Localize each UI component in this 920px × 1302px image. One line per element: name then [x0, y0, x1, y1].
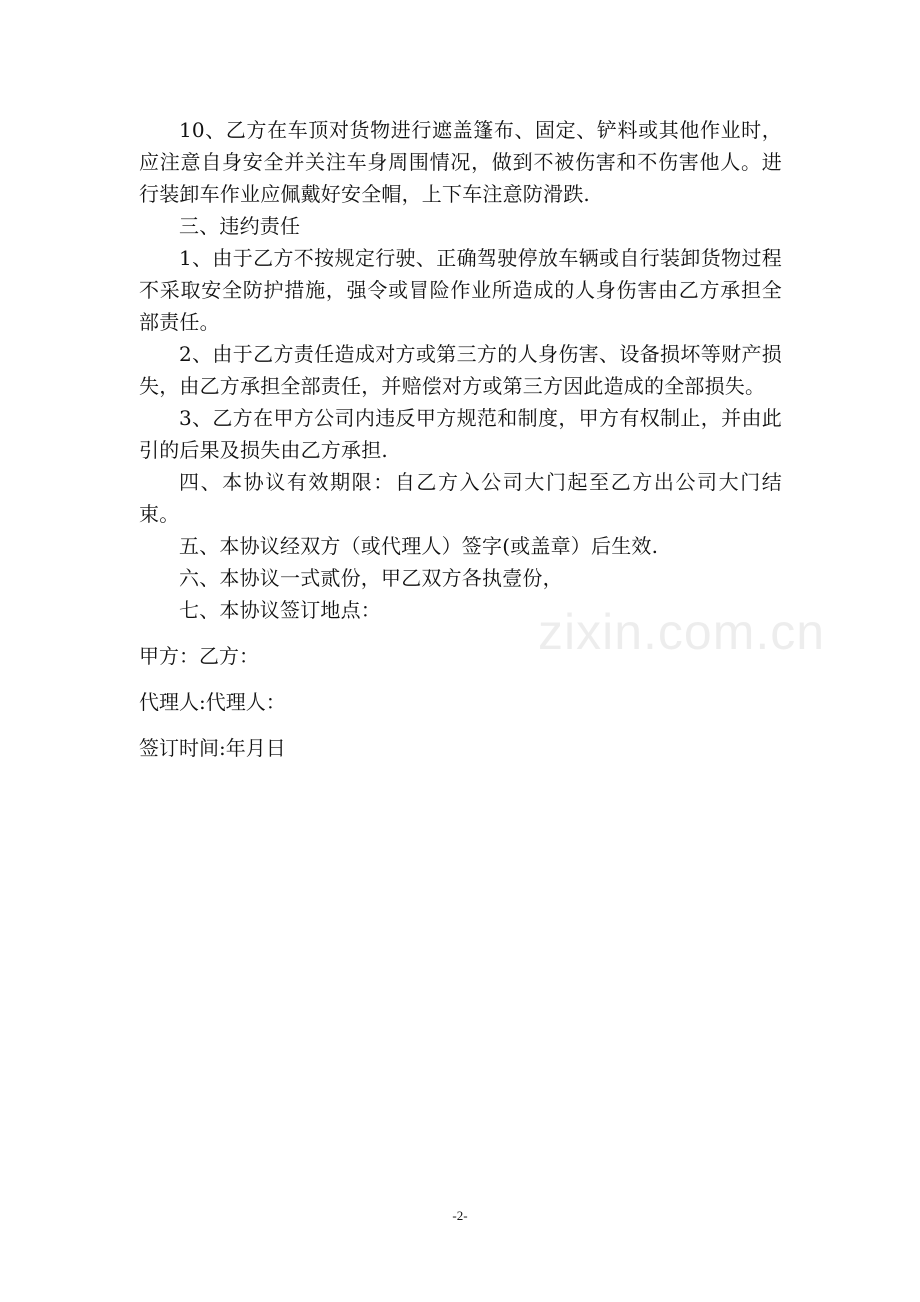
liability-clause-1: 1、由于乙方不按规定行驶、正确驾驶停放车辆或自行装卸货物过程不采取安全防护措施，强令或冒险作业所造成的人身伤害由乙方承担全部责任。 [139, 246, 782, 334]
liability-clause-2: 2、由于乙方责任造成对方或第三方的人身伤害、设备损坏等财产损失，由乙方承担全部责任，并赔偿对方或第三方因此造成的全部损失。 [139, 342, 782, 398]
section-signing-location: 七、本协议签订地点： [179, 598, 381, 622]
liability-clause-3: 3、乙方在甲方公司内违反甲方规范和制度，甲方有权制止，并由此引的后果及损失由乙方承担. [139, 406, 782, 462]
signature-block [139, 640, 782, 778]
agent-line: 代理人:代理人： [139, 690, 286, 714]
signing-date-line: 签订时间:年月日 [139, 736, 286, 760]
section-heading-breach-liability: 三、违约责任 [179, 214, 301, 238]
clause-10-paragraph: 10、乙方在车顶对货物进行遮盖篷布、固定、铲料或其他作业时，应注意自身安全并关注车身周围情况，做到不被伤害和不伤害他人。进行装卸车作业应佩戴好安全帽，上下车注意防滑跌. [139, 118, 782, 206]
section-copies: 六、本协议一式贰份，甲乙双方各执壹份， [179, 566, 563, 590]
section-validity-period: 四、本协议有效期限：自乙方入公司大门起至乙方出公司大门结束。 [139, 470, 782, 526]
party-a-b-line: 甲方：乙方： [139, 644, 259, 668]
watermark-text: zixin.com.cn [538, 604, 826, 660]
page-number: -2- [452, 1208, 468, 1223]
document-body [139, 114, 782, 778]
section-effective-condition: 五、本协议经双方（或代理人）签字(或盖章）后生效. [179, 534, 659, 558]
